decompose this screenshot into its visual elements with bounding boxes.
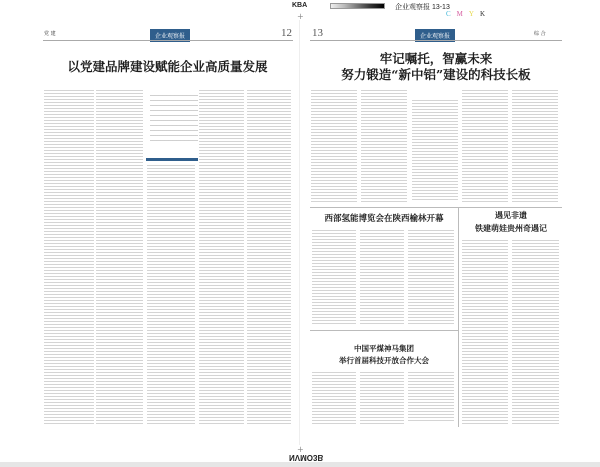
story2-col-3 (408, 230, 454, 325)
left-col-5 (247, 90, 291, 425)
left-headline: 以党建品牌建设赋能企业高质量发展 (67, 59, 268, 74)
footer-mark: NVMO3B (289, 453, 324, 462)
cmyk-k: K (479, 10, 486, 18)
story3-col-1 (462, 240, 508, 425)
left-header-rule (43, 40, 293, 41)
crosshair-mark-top: + (297, 12, 304, 21)
left-col-4 (199, 90, 244, 425)
quote-divider-bar (146, 158, 198, 161)
pull-quote (150, 95, 198, 150)
right-masthead-box: 企业观察报 (415, 29, 455, 42)
right-section-label: 综 合 (534, 31, 546, 37)
left-col-3 (147, 165, 195, 425)
cmyk-y: Y (468, 10, 474, 18)
lead-col-5 (512, 90, 558, 202)
left-col-2 (96, 90, 143, 425)
lead-col-1 (311, 90, 357, 202)
story2-col-2 (360, 230, 404, 325)
story4-headline-line2: 举行首届科技开放合作大会 (339, 356, 429, 365)
page-fold (299, 20, 300, 445)
story4-headline-line1: 中国平煤神马集团 (354, 344, 414, 353)
left-masthead-box: 企业观察报 (150, 29, 190, 42)
right-page-number: 13 (312, 27, 323, 39)
lead-col-4 (462, 90, 508, 202)
lead-col-2 (361, 90, 407, 202)
story4-col-3 (408, 372, 454, 422)
story4-col-1 (312, 372, 356, 425)
gray-scale-bar (330, 3, 385, 9)
left-section-label: 党 建 (44, 31, 56, 37)
lead-col-3 (412, 100, 458, 202)
cmyk-c: C (446, 10, 451, 18)
press-mark: KBA (292, 2, 308, 9)
story2-bottom-rule (310, 330, 458, 331)
story2-headline: 西部氢能博览会在陕西榆林开幕 (324, 214, 444, 224)
edition-label: 企业观察报 13-13 (395, 4, 450, 11)
story3-headline-line1: 遇见非遗 (495, 210, 527, 220)
left-col-1 (44, 90, 94, 425)
lead-headline-line1: 牢记嘱托，智赢未来 (379, 51, 493, 66)
lead-bottom-rule (310, 207, 562, 208)
right-header-rule (310, 40, 562, 41)
story3-col-2 (512, 240, 559, 425)
crosshair-mark-bottom: + (297, 445, 304, 454)
cmyk-m: M (456, 10, 463, 18)
story3-headline-line2: 铁建萌娃贵州奇遇记 (475, 223, 547, 233)
lead-headline-line2: 努力锻造“新中铝”建设的科技长板 (341, 67, 531, 82)
story4-col-2 (360, 372, 404, 425)
story2-col-1 (312, 230, 356, 325)
cmyk-marks (446, 1, 491, 20)
left-page-number: 12 (281, 27, 292, 39)
column-divider (458, 207, 459, 427)
scan-edge (0, 462, 600, 467)
